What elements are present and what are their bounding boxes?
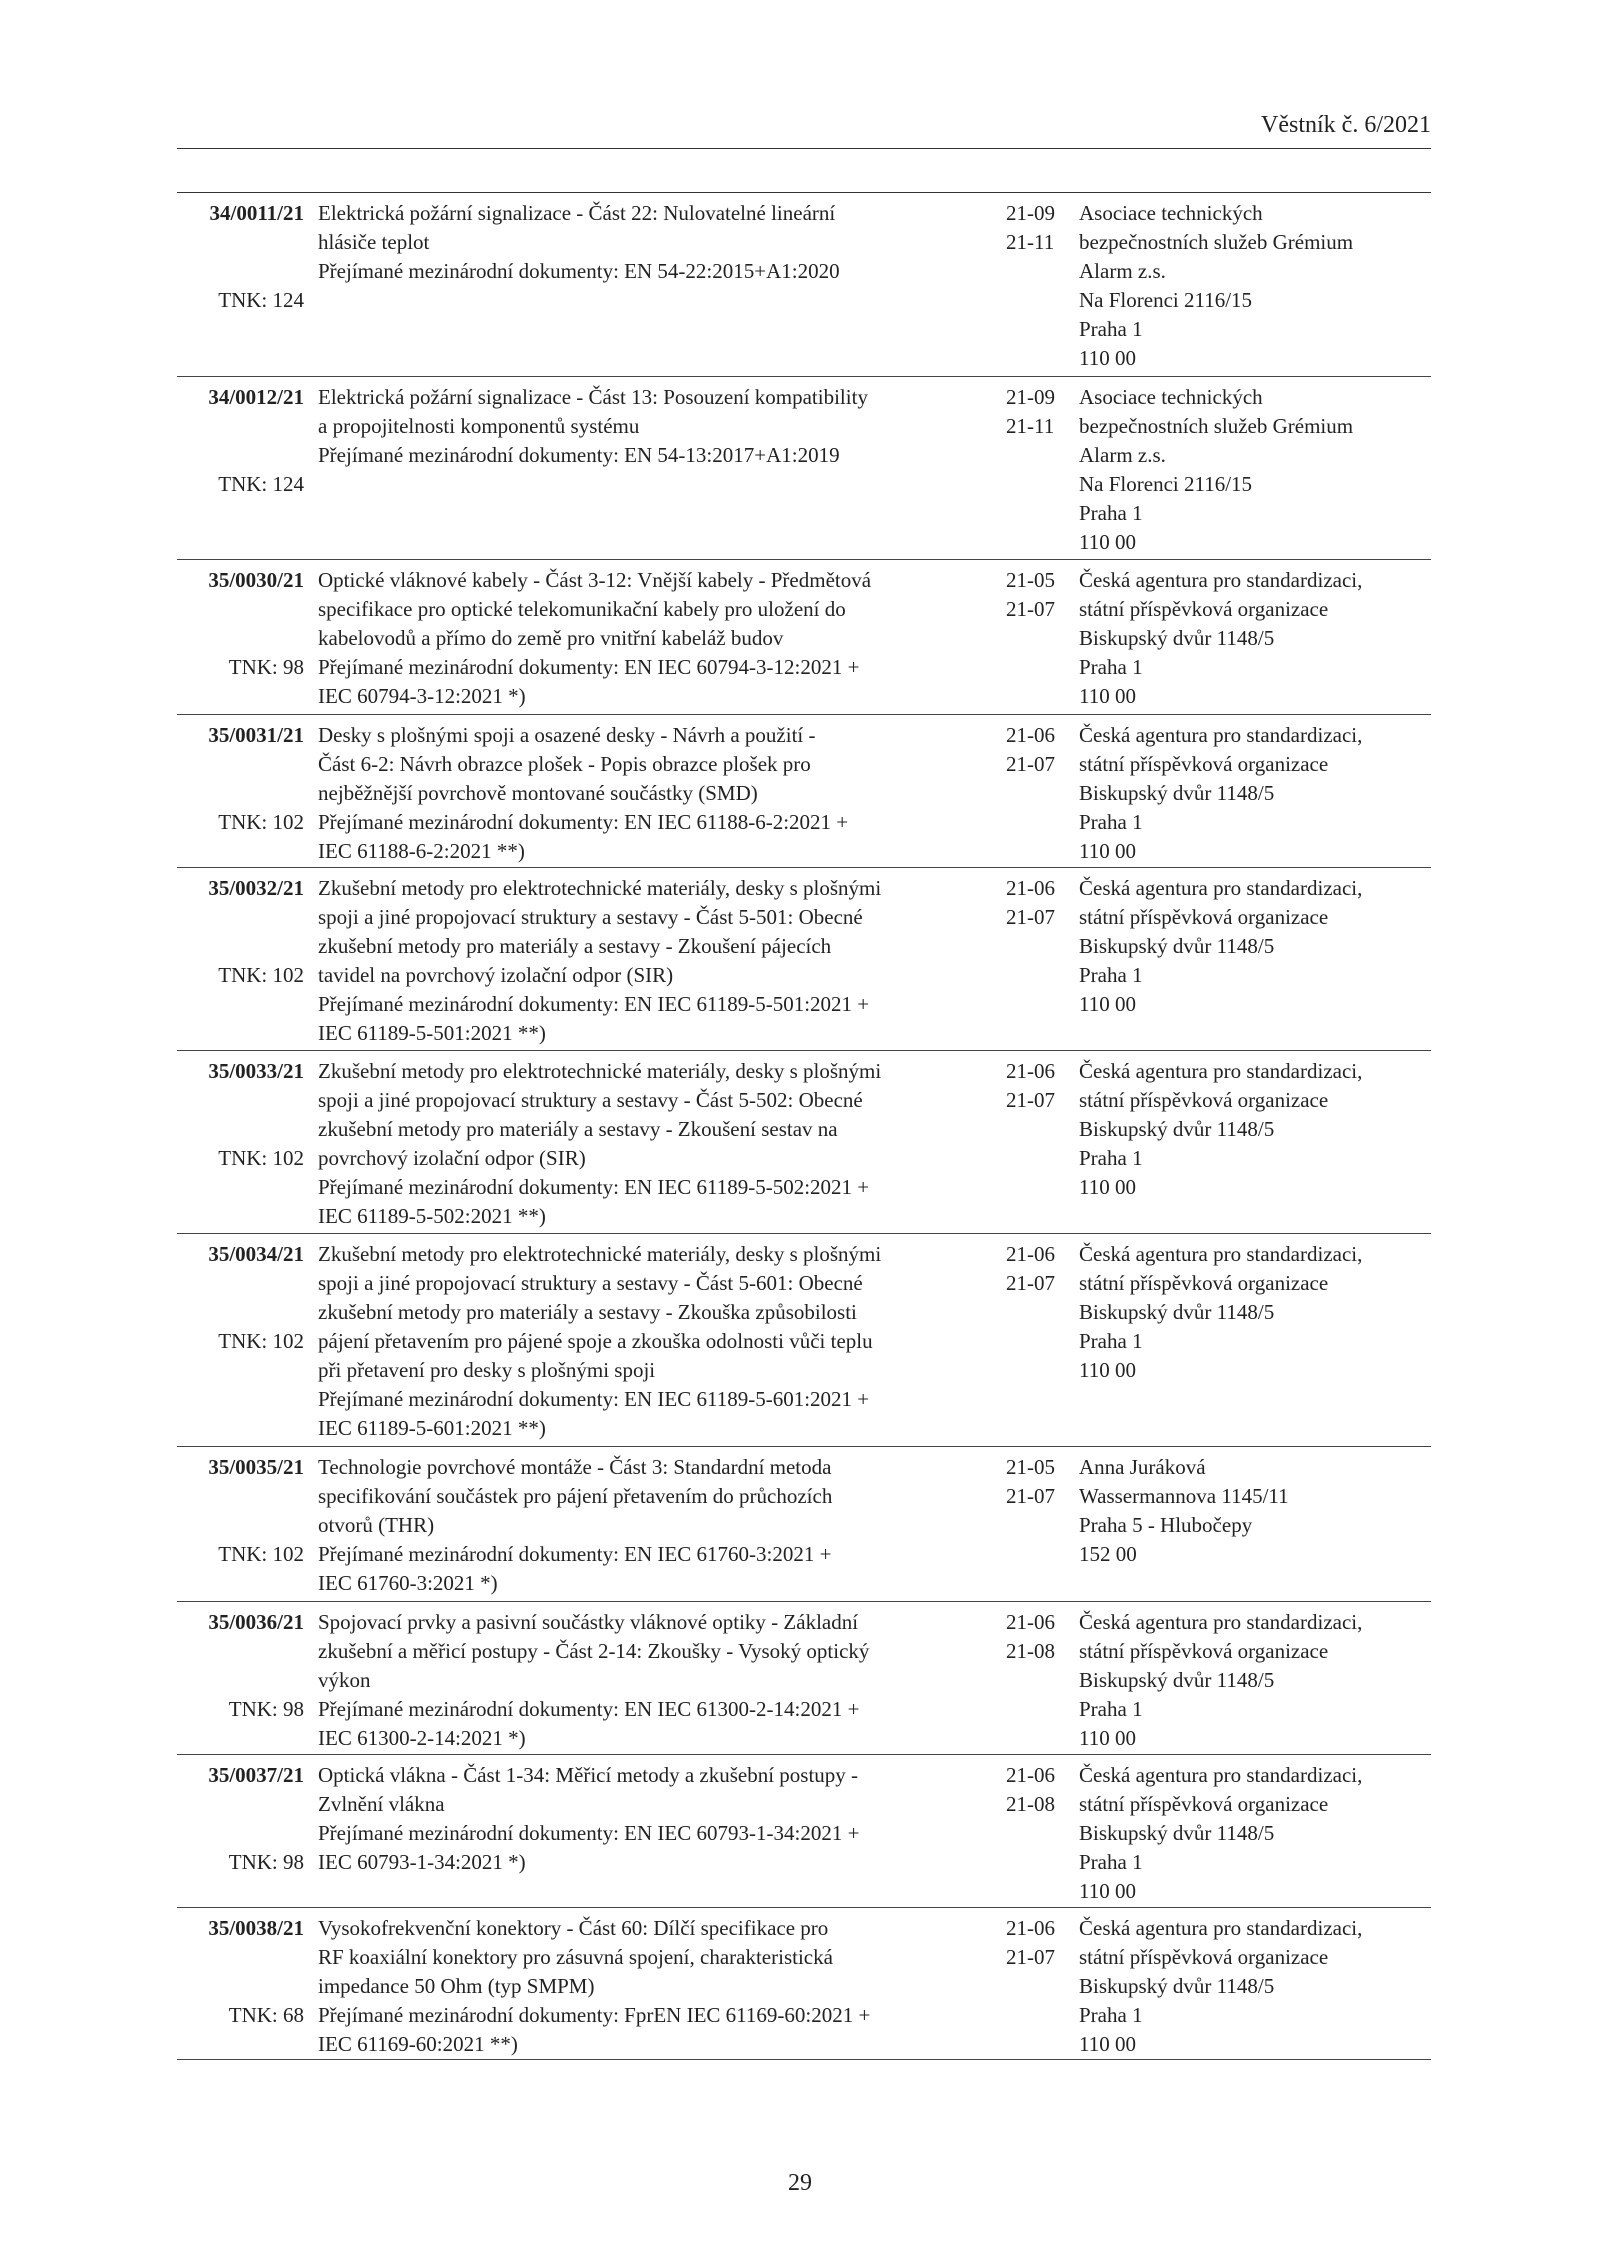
entry-organization-line: 110 00	[1079, 1726, 1136, 1750]
entry-organization-line: Alarm z.s.	[1079, 443, 1166, 467]
entry-organization-line: státní příspěvková organizace	[1079, 597, 1329, 621]
entry-tnk: TNK: 98	[228, 655, 304, 679]
entry-organization-line: Praha 1	[1079, 1850, 1143, 1874]
entry-title-line: a propojitelnosti komponentů systému	[318, 414, 640, 438]
entry-tnk: TNK: 124	[218, 472, 304, 496]
entry-title-line: otvorů (THR)	[318, 1513, 435, 1537]
table-row	[177, 193, 1431, 377]
entry-title-line: IEC 61189-5-601:2021 **)	[318, 1416, 546, 1440]
entry-title-line: Elektrická požární signalizace - Část 22: Nulovatelné lineární	[318, 201, 836, 225]
entry-id-cell	[177, 1755, 304, 1907]
entry-title-line: povrchový izolační odpor (SIR)	[318, 1146, 586, 1170]
entry-title-line: Zkušební metody pro elektrotechnické materiály, desky s plošnými	[318, 1059, 882, 1083]
entry-organization-line: bezpečnostních služeb Grémium	[1079, 414, 1354, 438]
entry-title-line: RF koaxiální konektory pro zásuvná spojení, charakteristická	[318, 1945, 833, 1969]
entry-date: 21-07	[1006, 752, 1055, 776]
entry-organization-line: státní příspěvková organizace	[1079, 1945, 1329, 1969]
entry-id-cell	[177, 868, 304, 1050]
entry-title-line: výkon	[318, 1668, 371, 1692]
entry-date: 21-05	[1006, 1455, 1055, 1479]
entry-organization-cell	[1071, 1234, 1431, 1446]
entry-title-line: IEC 61188-6-2:2021 **)	[318, 839, 525, 863]
entry-organization-line: 152 00	[1079, 1542, 1137, 1566]
entry-organization-line: Česká agentura pro standardizaci,	[1079, 723, 1363, 747]
entry-tnk: TNK: 68	[228, 2003, 304, 2027]
entry-dates-cell	[984, 1447, 1071, 1601]
entry-organization-line: Biskupský dvůr 1148/5	[1079, 934, 1275, 958]
table-row	[177, 1051, 1431, 1234]
entry-number: 35/0033/21	[208, 1059, 304, 1083]
entry-title-line: Optické vláknové kabely - Část 3-12: Vnější kabely - Předmětová	[318, 568, 872, 592]
entry-organization-cell	[1071, 560, 1431, 714]
entry-dates-cell	[984, 1602, 1071, 1754]
entry-organization-line: 110 00	[1079, 1358, 1136, 1382]
table-row	[177, 1234, 1431, 1447]
entry-number: 35/0031/21	[208, 723, 304, 747]
entry-title-line: spoji a jiné propojovací struktury a sestavy - Část 5-502: Obecné	[318, 1088, 863, 1112]
entry-title-line: zkušební metody pro materiály a sestavy - Zkoušení sestav na	[318, 1117, 838, 1141]
entry-title-line: specifikace pro optické telekomunikační kabely pro uložení do	[318, 597, 846, 621]
entry-organization-cell	[1071, 1602, 1431, 1754]
entry-id-cell	[177, 715, 304, 867]
entry-date: 21-05	[1006, 568, 1055, 592]
entry-title-line: Přejímané mezinárodní dokumenty: EN IEC 61300-2-14:2021 +	[318, 1697, 860, 1721]
entry-title-line: IEC 61169-60:2021 **)	[318, 2032, 518, 2056]
entry-title-line: Přejímané mezinárodní dokumenty: EN IEC 60793-1-34:2021 +	[318, 1821, 860, 1845]
entry-id-cell	[177, 193, 304, 376]
entry-number: 35/0030/21	[208, 568, 304, 592]
entry-title-line: pájení přetavením pro pájené spoje a zkouška odolnosti vůči teplu	[318, 1329, 873, 1353]
entry-organization-line: 110 00	[1079, 684, 1136, 708]
entry-organization-line: Biskupský dvůr 1148/5	[1079, 781, 1275, 805]
entry-date: 21-06	[1006, 1610, 1055, 1634]
entry-date: 21-09	[1006, 201, 1055, 225]
entry-title-line: hlásiče teplot	[318, 230, 430, 254]
header-title: Věstník č. 6/2021	[1261, 112, 1431, 138]
entry-organization-line: Na Florenci 2116/15	[1079, 472, 1253, 496]
entry-dates-cell	[984, 1051, 1071, 1233]
entry-title-cell	[304, 1447, 984, 1601]
entry-organization-line: státní příspěvková organizace	[1079, 905, 1329, 929]
entry-organization-line: bezpečnostních služeb Grémium	[1079, 230, 1354, 254]
entry-title-cell	[304, 1234, 984, 1446]
entry-title-line: IEC 60794-3-12:2021 *)	[318, 684, 526, 708]
entry-tnk: TNK: 102	[218, 810, 304, 834]
entry-organization-cell	[1071, 1755, 1431, 1907]
entry-organization-line: Praha 1	[1079, 2003, 1143, 2027]
entry-title-line: Část 6-2: Návrh obrazce plošek - Popis obrazce plošek pro	[318, 752, 811, 776]
entry-number: 35/0035/21	[208, 1455, 304, 1479]
entry-id-cell	[177, 560, 304, 714]
entry-id-cell	[177, 1234, 304, 1446]
entry-title-cell	[304, 1755, 984, 1907]
entry-title-line: Elektrická požární signalizace - Část 13: Posouzení kompatibility	[318, 385, 868, 409]
entry-title-cell	[304, 1908, 984, 2059]
entry-id-cell	[177, 1908, 304, 2059]
entry-date: 21-08	[1006, 1792, 1055, 1816]
entry-title-line: Spojovací prvky a pasivní součástky vláknové optiky - Základní	[318, 1610, 859, 1634]
entry-number: 35/0037/21	[208, 1763, 304, 1787]
entry-organization-line: 110 00	[1079, 346, 1136, 370]
entry-id-cell	[177, 377, 304, 559]
entry-organization-cell	[1071, 1447, 1431, 1601]
entry-dates-cell	[984, 1755, 1071, 1907]
standards-table	[177, 192, 1431, 2060]
entry-number: 34/0012/21	[208, 385, 304, 409]
entry-title-line: nejběžnější povrchově montované součástky (SMD)	[318, 781, 758, 805]
entry-organization-line: 110 00	[1079, 839, 1136, 863]
entry-tnk: TNK: 98	[228, 1697, 304, 1721]
entry-title-cell	[304, 1602, 984, 1754]
entry-date: 21-07	[1006, 905, 1055, 929]
entry-title-line: kabelovodů a přímo do země pro vnitřní kabeláž budov	[318, 626, 784, 650]
entry-organization-line: Na Florenci 2116/15	[1079, 288, 1253, 312]
entry-organization-line: Praha 1	[1079, 501, 1143, 525]
entry-organization-line: Česká agentura pro standardizaci,	[1079, 1916, 1363, 1940]
entry-tnk: TNK: 102	[218, 1146, 304, 1170]
entry-title-line: Přejímané mezinárodní dokumenty: EN 54-13:2017+A1:2019	[318, 443, 840, 467]
entry-title-line: Technologie povrchové montáže - Část 3: Standardní metoda	[318, 1455, 832, 1479]
entry-title-line: Přejímané mezinárodní dokumenty: EN IEC 61189-5-501:2021 +	[318, 992, 870, 1016]
entry-title-line: Přejímané mezinárodní dokumenty: EN IEC 61189-5-601:2021 +	[318, 1387, 870, 1411]
entry-organization-line: státní příspěvková organizace	[1079, 752, 1329, 776]
entry-date: 21-06	[1006, 1763, 1055, 1787]
entry-organization-cell	[1071, 868, 1431, 1050]
entry-title-cell	[304, 1051, 984, 1233]
entry-organization-line: Česká agentura pro standardizaci,	[1079, 568, 1363, 592]
entry-organization-line: státní příspěvková organizace	[1079, 1792, 1329, 1816]
entry-title-line: při přetavení pro desky s plošnými spoji	[318, 1358, 656, 1382]
entry-organization-line: Česká agentura pro standardizaci,	[1079, 876, 1363, 900]
entry-organization-line: Alarm z.s.	[1079, 259, 1166, 283]
entry-organization-line: Biskupský dvůr 1148/5	[1079, 626, 1275, 650]
entry-organization-line: státní příspěvková organizace	[1079, 1271, 1329, 1295]
entry-date: 21-11	[1006, 230, 1055, 254]
entry-number: 35/0032/21	[208, 876, 304, 900]
entry-title-line: Optická vlákna - Část 1-34: Měřicí metody a zkušební postupy -	[318, 1763, 859, 1787]
entry-organization-line: Praha 1	[1079, 1329, 1143, 1353]
entry-title-line: zkušební a měřicí postupy - Část 2-14: Zkoušky - Vysoký optický	[318, 1639, 870, 1663]
entry-title-line: specifikování součástek pro pájení přetavením do průchozích	[318, 1484, 833, 1508]
entry-organization-line: státní příspěvková organizace	[1079, 1088, 1329, 1112]
entry-organization-line: Praha 1	[1079, 963, 1143, 987]
entry-organization-line: Česká agentura pro standardizaci,	[1079, 1059, 1363, 1083]
table-row	[177, 1602, 1431, 1755]
entry-organization-line: Biskupský dvůr 1148/5	[1079, 1668, 1275, 1692]
entry-organization-cell	[1071, 1051, 1431, 1233]
entry-number: 34/0011/21	[209, 201, 304, 225]
entry-organization-cell	[1071, 1908, 1431, 2059]
entry-date: 21-06	[1006, 723, 1055, 747]
entry-dates-cell	[984, 868, 1071, 1050]
entry-tnk: TNK: 102	[218, 1542, 304, 1566]
entry-organization-line: Praha 1	[1079, 1146, 1143, 1170]
entry-organization-line: Česká agentura pro standardizaci,	[1079, 1242, 1363, 1266]
entry-date: 21-07	[1006, 1088, 1055, 1112]
entry-dates-cell	[984, 560, 1071, 714]
entry-date: 21-07	[1006, 1271, 1055, 1295]
entry-title-line: IEC 61760-3:2021 *)	[318, 1571, 498, 1595]
entry-title-line: zkušební metody pro materiály a sestavy - Zkoušení pájecích	[318, 934, 832, 958]
entry-organization-line: 110 00	[1079, 530, 1136, 554]
entry-id-cell	[177, 1447, 304, 1601]
entry-title-line: Přejímané mezinárodní dokumenty: EN IEC 60794-3-12:2021 +	[318, 655, 860, 679]
entry-title-line: Přejímané mezinárodní dokumenty: EN IEC 61760-3:2021 +	[318, 1542, 832, 1566]
entry-organization-line: Praha 1	[1079, 1697, 1143, 1721]
entry-organization-line: Biskupský dvůr 1148/5	[1079, 1300, 1275, 1324]
entry-organization-line: Praha 1	[1079, 655, 1143, 679]
entry-id-cell	[177, 1051, 304, 1233]
entry-title-line: Zkušební metody pro elektrotechnické materiály, desky s plošnými	[318, 1242, 882, 1266]
entry-title-line: IEC 61300-2-14:2021 *)	[318, 1726, 526, 1750]
entry-organization-line: Asociace technických	[1079, 385, 1263, 409]
entry-id-cell	[177, 1602, 304, 1754]
entry-tnk: TNK: 98	[228, 1850, 304, 1874]
entry-dates-cell	[984, 193, 1071, 376]
entry-organization-line: 110 00	[1079, 2032, 1136, 2056]
entry-title-cell	[304, 868, 984, 1050]
entry-organization-line: Praha 1	[1079, 810, 1143, 834]
entry-date: 21-06	[1006, 1242, 1055, 1266]
entry-dates-cell	[984, 1908, 1071, 2059]
entry-title-line: Přejímané mezinárodní dokumenty: EN IEC 61189-5-502:2021 +	[318, 1175, 870, 1199]
entry-organization-cell	[1071, 377, 1431, 559]
page-number: 29	[788, 2170, 812, 2196]
entry-date: 21-09	[1006, 385, 1055, 409]
entry-organization-line: Praha 1	[1079, 317, 1143, 341]
entry-title-line: Zkušební metody pro elektrotechnické materiály, desky s plošnými	[318, 876, 882, 900]
table-row	[177, 377, 1431, 560]
entry-tnk: TNK: 102	[218, 963, 304, 987]
entry-title-line: IEC 60793-1-34:2021 *)	[318, 1850, 526, 1874]
entry-organization-line: Anna Juráková	[1079, 1455, 1206, 1479]
entry-organization-line: Biskupský dvůr 1148/5	[1079, 1117, 1275, 1141]
entry-title-line: IEC 61189-5-502:2021 **)	[318, 1204, 546, 1228]
table-row	[177, 1447, 1431, 1602]
entry-organization-line: 110 00	[1079, 992, 1136, 1016]
entry-organization-line: 110 00	[1079, 1879, 1136, 1903]
entry-date: 21-06	[1006, 876, 1055, 900]
entry-title-cell	[304, 560, 984, 714]
entry-date: 21-11	[1006, 414, 1055, 438]
entry-date: 21-06	[1006, 1916, 1055, 1940]
entry-organization-cell	[1071, 715, 1431, 867]
table-row	[177, 1755, 1431, 1908]
entry-organization-line: Wassermannova 1145/11	[1079, 1484, 1289, 1508]
entry-title-line: Vysokofrekvenční konektory - Část 60: Dílčí specifikace pro	[318, 1916, 829, 1940]
entry-date: 21-08	[1006, 1639, 1055, 1663]
entry-title-line: tavidel na povrchový izolační odpor (SIR)	[318, 963, 674, 987]
entry-organization-line: Česká agentura pro standardizaci,	[1079, 1763, 1363, 1787]
entry-title-line: Desky s plošnými spoji a osazené desky - Návrh a použití -	[318, 723, 816, 747]
table-row	[177, 715, 1431, 868]
entry-date: 21-07	[1006, 1945, 1055, 1969]
entry-dates-cell	[984, 1234, 1071, 1446]
entry-tnk: TNK: 102	[218, 1329, 304, 1353]
entry-date: 21-07	[1006, 1484, 1055, 1508]
entry-organization-cell	[1071, 193, 1431, 376]
table-row	[177, 560, 1431, 715]
entry-title-line: spoji a jiné propojovací struktury a sestavy - Část 5-501: Obecné	[318, 905, 863, 929]
entry-title-line: spoji a jiné propojovací struktury a sestavy - Část 5-601: Obecné	[318, 1271, 863, 1295]
entry-number: 35/0034/21	[208, 1242, 304, 1266]
entry-organization-line: státní příspěvková organizace	[1079, 1639, 1329, 1663]
entry-title-cell	[304, 193, 984, 376]
entry-title-line: Zvlnění vlákna	[318, 1792, 445, 1816]
entry-organization-line: Asociace technických	[1079, 201, 1263, 225]
entry-title-cell	[304, 377, 984, 559]
entry-organization-line: Česká agentura pro standardizaci,	[1079, 1610, 1363, 1634]
entry-number: 35/0036/21	[208, 1610, 304, 1634]
entry-title-line: Přejímané mezinárodní dokumenty: EN IEC 61188-6-2:2021 +	[318, 810, 849, 834]
entry-number: 35/0038/21	[208, 1916, 304, 1940]
entry-tnk: TNK: 124	[218, 288, 304, 312]
entry-title-line: IEC 61189-5-501:2021 **)	[318, 1021, 546, 1045]
entry-organization-line: 110 00	[1079, 1175, 1136, 1199]
entry-title-line: impedance 50 Ohm (typ SMPM)	[318, 1974, 595, 1998]
entry-title-cell	[304, 715, 984, 867]
table-row	[177, 1908, 1431, 2060]
entry-organization-line: Biskupský dvůr 1148/5	[1079, 1974, 1275, 1998]
entry-date: 21-06	[1006, 1059, 1055, 1083]
page-header	[177, 108, 1431, 149]
entry-organization-line: Praha 5 - Hlubočepy	[1079, 1513, 1253, 1537]
entry-date: 21-07	[1006, 597, 1055, 621]
table-row	[177, 868, 1431, 1051]
entry-organization-line: Biskupský dvůr 1148/5	[1079, 1821, 1275, 1845]
entry-title-line: zkušební metody pro materiály a sestavy - Zkouška způsobilosti	[318, 1300, 857, 1324]
entry-dates-cell	[984, 377, 1071, 559]
entry-dates-cell	[984, 715, 1071, 867]
entry-title-line: Přejímané mezinárodní dokumenty: EN 54-22:2015+A1:2020	[318, 259, 840, 283]
entry-title-line: Přejímané mezinárodní dokumenty: FprEN IEC 61169-60:2021 +	[318, 2003, 871, 2027]
